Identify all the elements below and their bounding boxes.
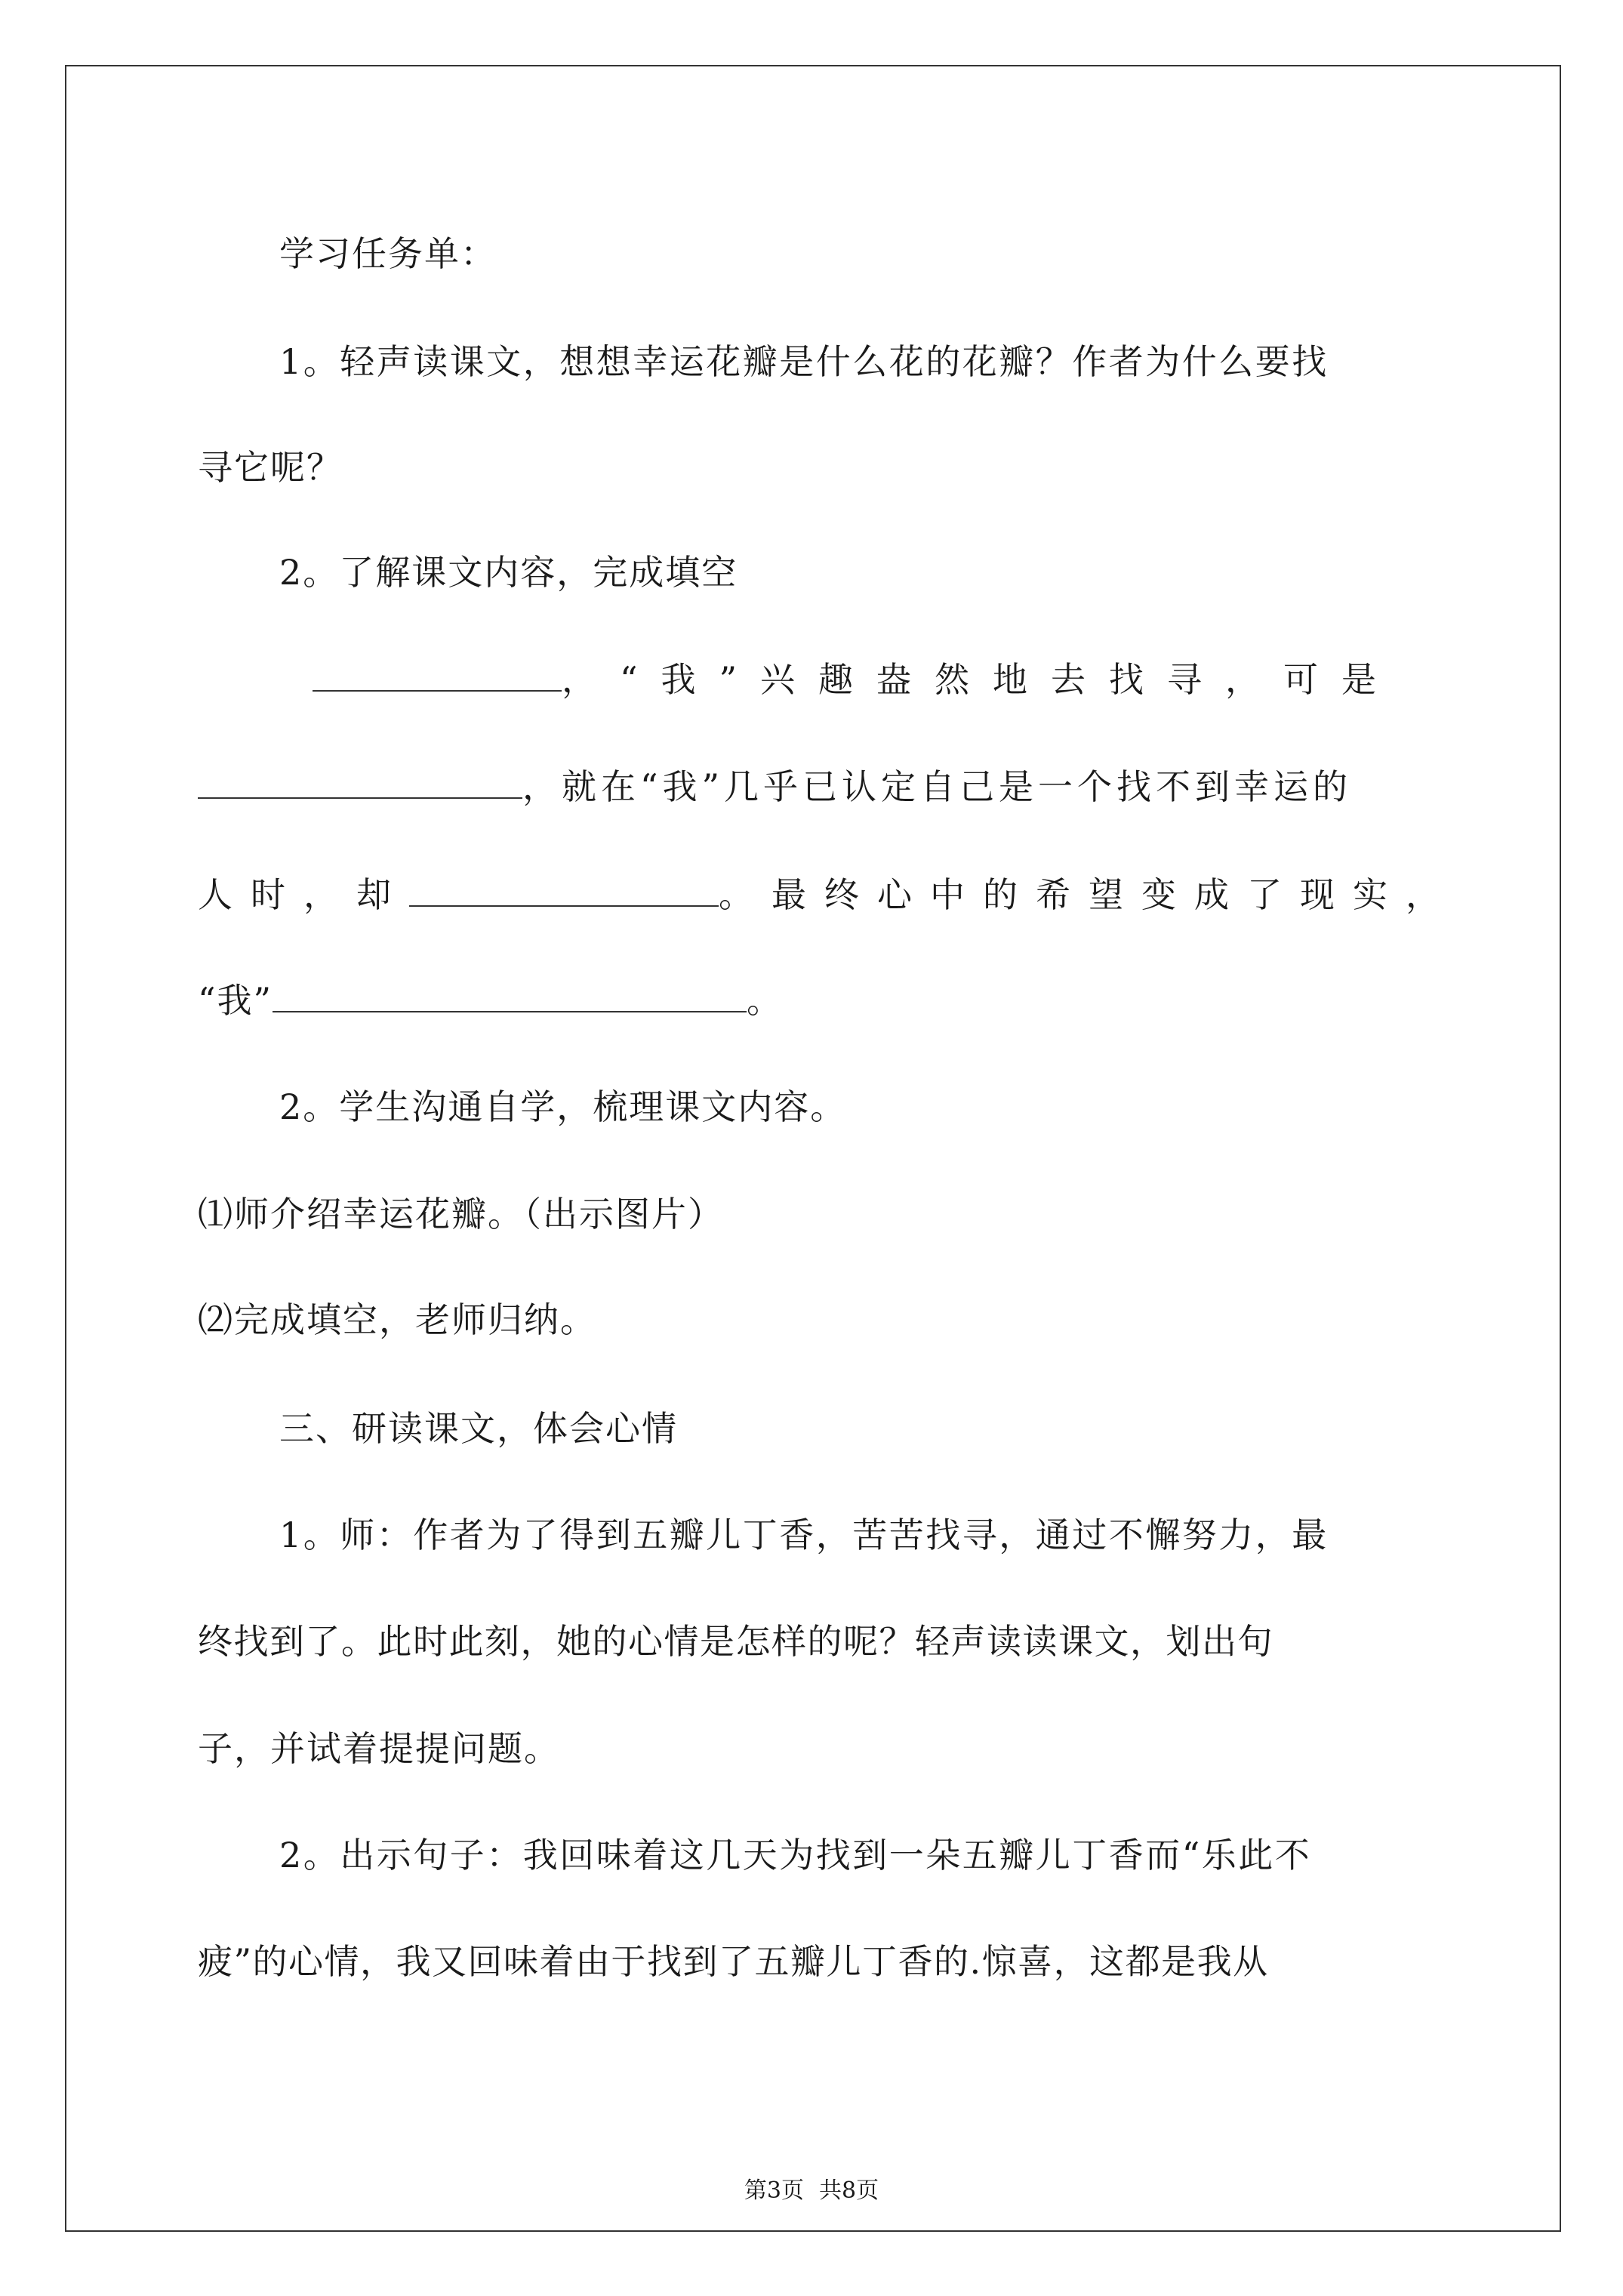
step2-text: 2。学生沟通自学，梳理课文内容。: [279, 1086, 847, 1127]
sub-item-1: ⑴师介绍幸运花瓣。（出示图片）: [198, 1194, 724, 1234]
fill-d1-text: “我”: [198, 980, 273, 1021]
fill-c2-text: 。最终心中的希望变成了现实，: [719, 874, 1458, 915]
fill-c1-text: 人时，却: [198, 874, 409, 915]
page-current: 第3页: [744, 2177, 804, 2204]
fill-line-d: [198, 978, 783, 1023]
p1-line3: 子，并试着提提问题。: [198, 1728, 560, 1769]
fill-a-text: ，“我”兴趣盎然地去找寻，可是: [562, 659, 1400, 700]
p1-line1: 1。师：作者为了得到五瓣儿丁香，苦苦找寻，通过不懈努力，最: [279, 1515, 1329, 1555]
fill-line-b: [198, 764, 1352, 809]
task2-heading: 2。了解课文内容，完成填空: [279, 552, 738, 593]
fill-line-a: [313, 657, 1400, 702]
blank-3: [409, 875, 719, 907]
fill-b-text: ，就在“我”几乎已认定自己是一个找不到幸运的: [522, 766, 1353, 807]
blank-1: [313, 660, 562, 692]
p2-line2: 疲”的心情，我又回味着由于找到了五瓣儿丁香的.惊喜，这都是我从: [198, 1941, 1269, 1982]
blank-4: [273, 981, 747, 1012]
fill-line-c: [198, 872, 1458, 917]
p1-line2: 终找到了。此时此刻，她的心情是怎样的呢？轻声读读课文，划出句: [198, 1621, 1273, 1662]
task1-line1: [279, 339, 1436, 384]
blank-2: [198, 767, 522, 799]
fill-d2-text: 。: [747, 980, 784, 1021]
p2-line1: 2。出示句子：我回味着这几天为找到一朵五瓣儿丁香而“乐此不: [279, 1835, 1312, 1875]
section3-heading: 三、研读课文，体会心情: [279, 1408, 678, 1449]
task-sheet-heading: 学习任务单：: [279, 233, 497, 274]
page-frame: [65, 65, 1561, 2232]
task1-line2: 寻它呢？: [198, 447, 343, 488]
task1-line1-text: 1。轻声读课文，想想幸运花瓣是什么花的花瓣？作者为什么要找: [279, 341, 1329, 382]
sub-item-2: ⑵完成填空，老师归纳。: [198, 1299, 596, 1340]
page-total: 共8页: [819, 2177, 879, 2204]
page-footer: [0, 2176, 1623, 2206]
